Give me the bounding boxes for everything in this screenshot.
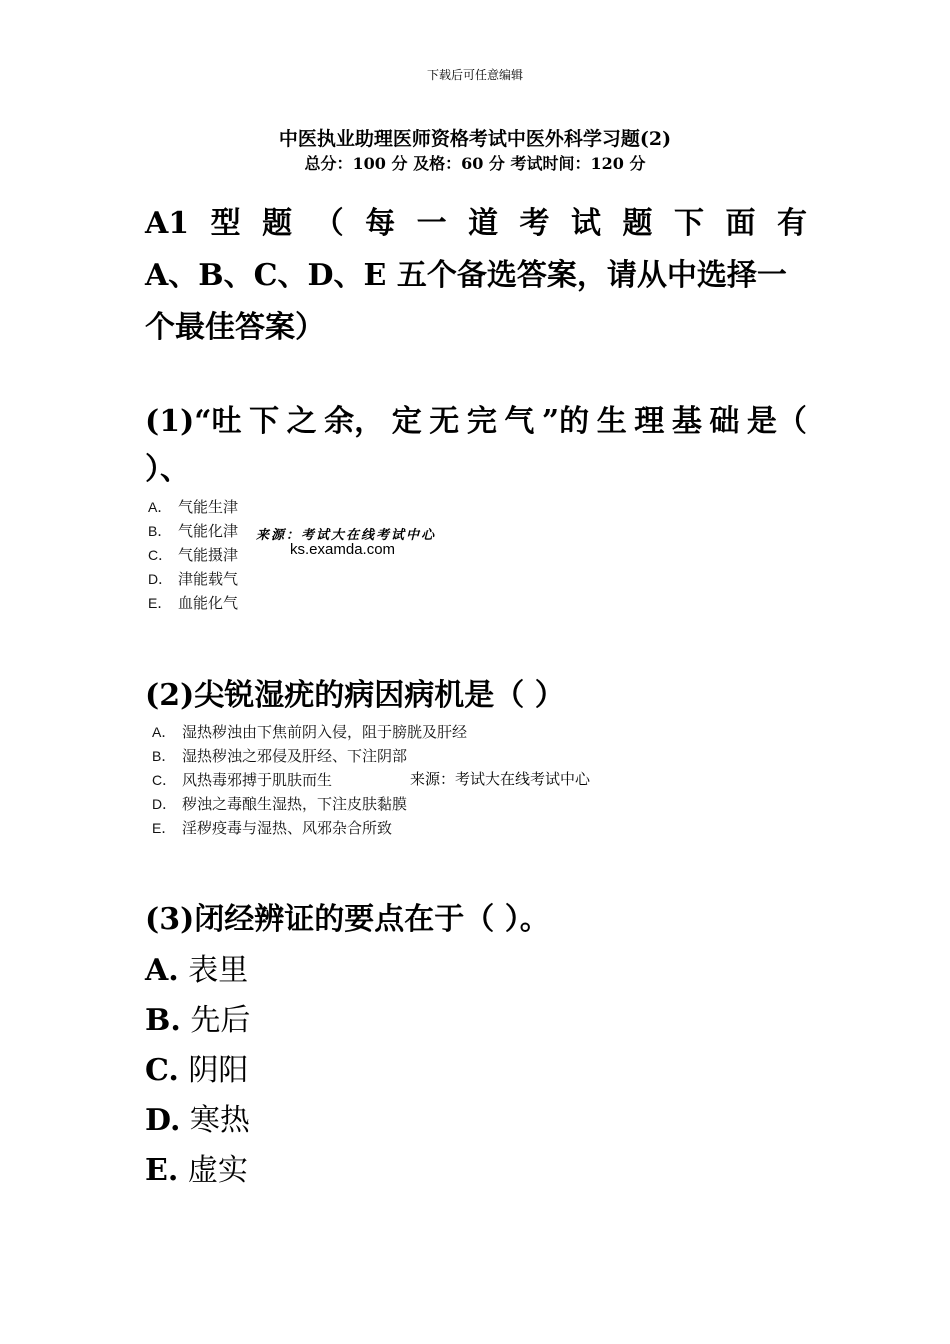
option-b: B． 湿热秽浊之邪侵及肝经、下注阴部 bbox=[152, 747, 408, 765]
option-d: D． 津能载气 bbox=[148, 570, 239, 588]
option-c: C． 气能摄津 bbox=[148, 546, 239, 564]
section-heading-line1 bbox=[145, 198, 807, 250]
source-watermark: 来源：考试大在线考试中心 bbox=[256, 528, 437, 543]
question-3-options bbox=[145, 946, 250, 1196]
question-1-title bbox=[145, 398, 807, 494]
heading-token: 每 bbox=[365, 206, 396, 241]
heading-token: （ bbox=[313, 206, 344, 241]
option-c: C． 风热毒邪搏于肌肤而生 bbox=[152, 771, 333, 789]
option-e: E． 淫秽疫毒与湿热、风邪杂合所致 bbox=[152, 819, 393, 837]
option-c: C. 阴阳 bbox=[145, 1053, 249, 1088]
question-3-title: (3)闭经辨证的要点在于（ ）。 bbox=[145, 902, 550, 937]
title-token: 下 bbox=[249, 404, 280, 439]
heading-token: 考 bbox=[519, 206, 550, 241]
source-watermark-url: ks.examda.com bbox=[290, 541, 396, 558]
section-heading-line3: 个最佳答案） bbox=[145, 310, 325, 345]
heading-token: A1 bbox=[145, 206, 190, 241]
heading-token: 题 bbox=[262, 206, 293, 241]
heading-token: 型 bbox=[210, 206, 241, 241]
title-token: 生 bbox=[596, 404, 627, 439]
heading-token: 面 bbox=[725, 206, 756, 241]
option-e: E． 血能化气 bbox=[148, 594, 239, 612]
title-token: 础 bbox=[709, 404, 740, 439]
source-watermark: 来源：考试大在线考试中心 bbox=[410, 770, 591, 788]
option-a: A. 表里 bbox=[145, 953, 249, 988]
question-1-title-line2: ）、 bbox=[145, 452, 190, 487]
option-d: D． 秽浊之毒酿生湿热，下注皮肤黏膜 bbox=[152, 795, 408, 813]
download-note: 下载后可任意编辑 bbox=[426, 68, 523, 82]
heading-token: 道 bbox=[468, 206, 499, 241]
document-title: 中医执业助理医师资格考试中医外科学习题(2) bbox=[278, 128, 672, 150]
heading-token: 试 bbox=[571, 206, 602, 241]
heading-token: 有 bbox=[776, 206, 807, 241]
option-a: A． 气能生津 bbox=[148, 498, 239, 516]
exam-meta: 总分：100 分 及格：60 分 考试时间：120 分 bbox=[304, 154, 646, 173]
title-token: 基 bbox=[671, 404, 702, 439]
title-token: 完 bbox=[466, 404, 497, 439]
title-token: 气 bbox=[504, 404, 535, 439]
title-token: (1)“吐 bbox=[145, 404, 242, 439]
title-token: 无 bbox=[429, 404, 460, 439]
section-heading bbox=[145, 198, 807, 354]
heading-token: 题 bbox=[622, 206, 653, 241]
question-2-title: (2)尖锐湿疣的病因病机是（ ） bbox=[145, 678, 565, 713]
heading-token: 一 bbox=[416, 206, 447, 241]
title-token: 是（ bbox=[746, 404, 807, 439]
question-1-title-line1 bbox=[145, 398, 807, 446]
title-token: ”的 bbox=[541, 404, 590, 439]
option-b: B． 气能化津 bbox=[148, 522, 239, 540]
option-e: E. 虚实 bbox=[145, 1153, 248, 1188]
title-token: 之 bbox=[286, 404, 317, 439]
option-d: D. 寒热 bbox=[145, 1103, 250, 1138]
section-heading-line2: A、B、C、D、E 五个备选答案，请从中选择一 bbox=[145, 258, 787, 293]
heading-token: 下 bbox=[674, 206, 704, 241]
title-token: 余， bbox=[324, 404, 385, 439]
option-b: B. 先后 bbox=[145, 1003, 251, 1038]
question-1-options bbox=[148, 495, 238, 615]
option-a: A． 湿热秽浊由下焦前阴入侵，阻于膀胱及肝经 bbox=[152, 723, 468, 741]
title-token: 理 bbox=[634, 404, 665, 439]
title-token: 定 bbox=[391, 404, 422, 439]
